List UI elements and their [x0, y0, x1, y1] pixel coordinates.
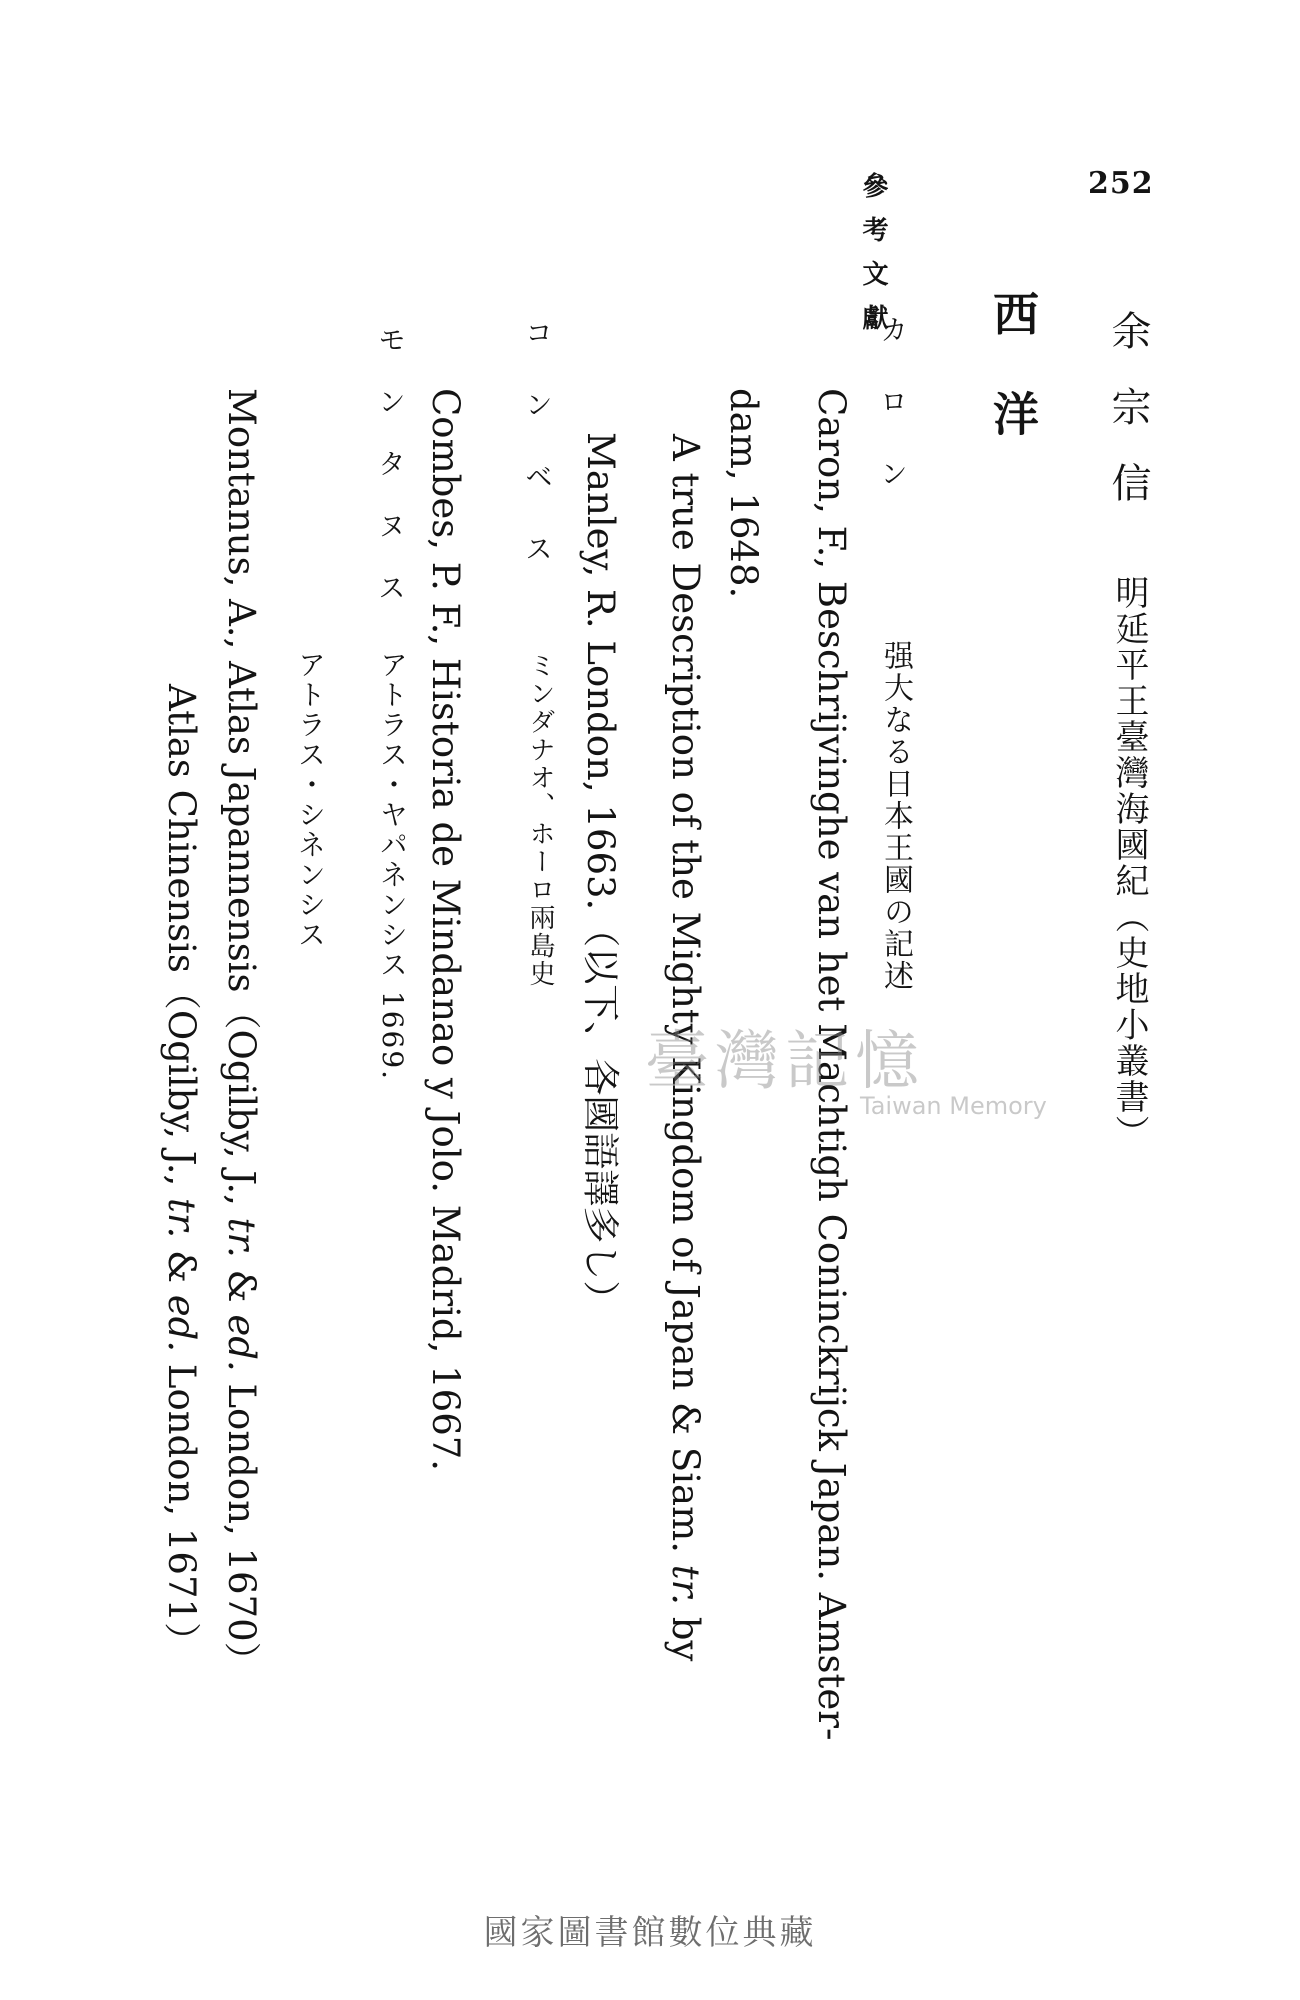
entry-caron-japanese-title: 强大なる日本王國の記述: [878, 640, 913, 992]
entry-montanus-line-1: Montanus, A., Atlas Japannensis（Ogilby, J., tr. & ed. London, 1670）: [220, 388, 263, 1679]
entry-combes-kana: コンベス: [521, 318, 554, 606]
entry-translation-line-1: A true Description of the Mighty Kingdom of Japan & Siam. tr. by: [664, 434, 707, 1662]
author-work-title: 明延平王臺灣海國紀（史地小叢書）: [1109, 575, 1149, 1151]
author-name: 余宗信: [1105, 310, 1151, 538]
entry-combes-line-1: Combes, P. F., Historia de Mindanao y Jolo. Madrid, 1667.: [424, 388, 467, 1472]
section-heading-west: 西洋: [986, 290, 1040, 490]
watermark: [645, 1010, 1065, 1130]
entry-montanus-kana: モンタヌス: [374, 325, 407, 635]
entry-montanus-line-2: Atlas Chinensis（Ogilby, J., tr. & ed. London, 1671）: [160, 684, 203, 1660]
watermark-subtitle: Taiwan Memory: [860, 1092, 1047, 1120]
entry-caron-line-2: dam, 1648.: [722, 388, 765, 599]
page-number: 252: [1088, 166, 1154, 201]
entry-montanus-japanese-title-2: アトラス・シネンシス: [294, 650, 327, 950]
entry-translation-line-2: Manley, R. London, 1663.（以下、各國語譯多し）: [579, 432, 622, 1318]
running-header-title: 參考文獻: [858, 172, 888, 348]
entry-caron-kana: カロン: [876, 315, 909, 531]
entry-montanus-japanese-title-1: アトラス・ヤパネンシス 1669.: [376, 650, 409, 1082]
footer-collection-label: 國家圖書館數位典藏: [483, 1913, 817, 1953]
entry-caron-line-1: Caron, F., Beschrijvinghe van het Machtigh Coninckrijck Japan. Amster-: [810, 388, 853, 1741]
watermark-title: 臺灣記憶: [645, 1025, 925, 1099]
entry-combes-japanese-title: ミンダナオ、ホーロ兩島史: [525, 652, 555, 988]
